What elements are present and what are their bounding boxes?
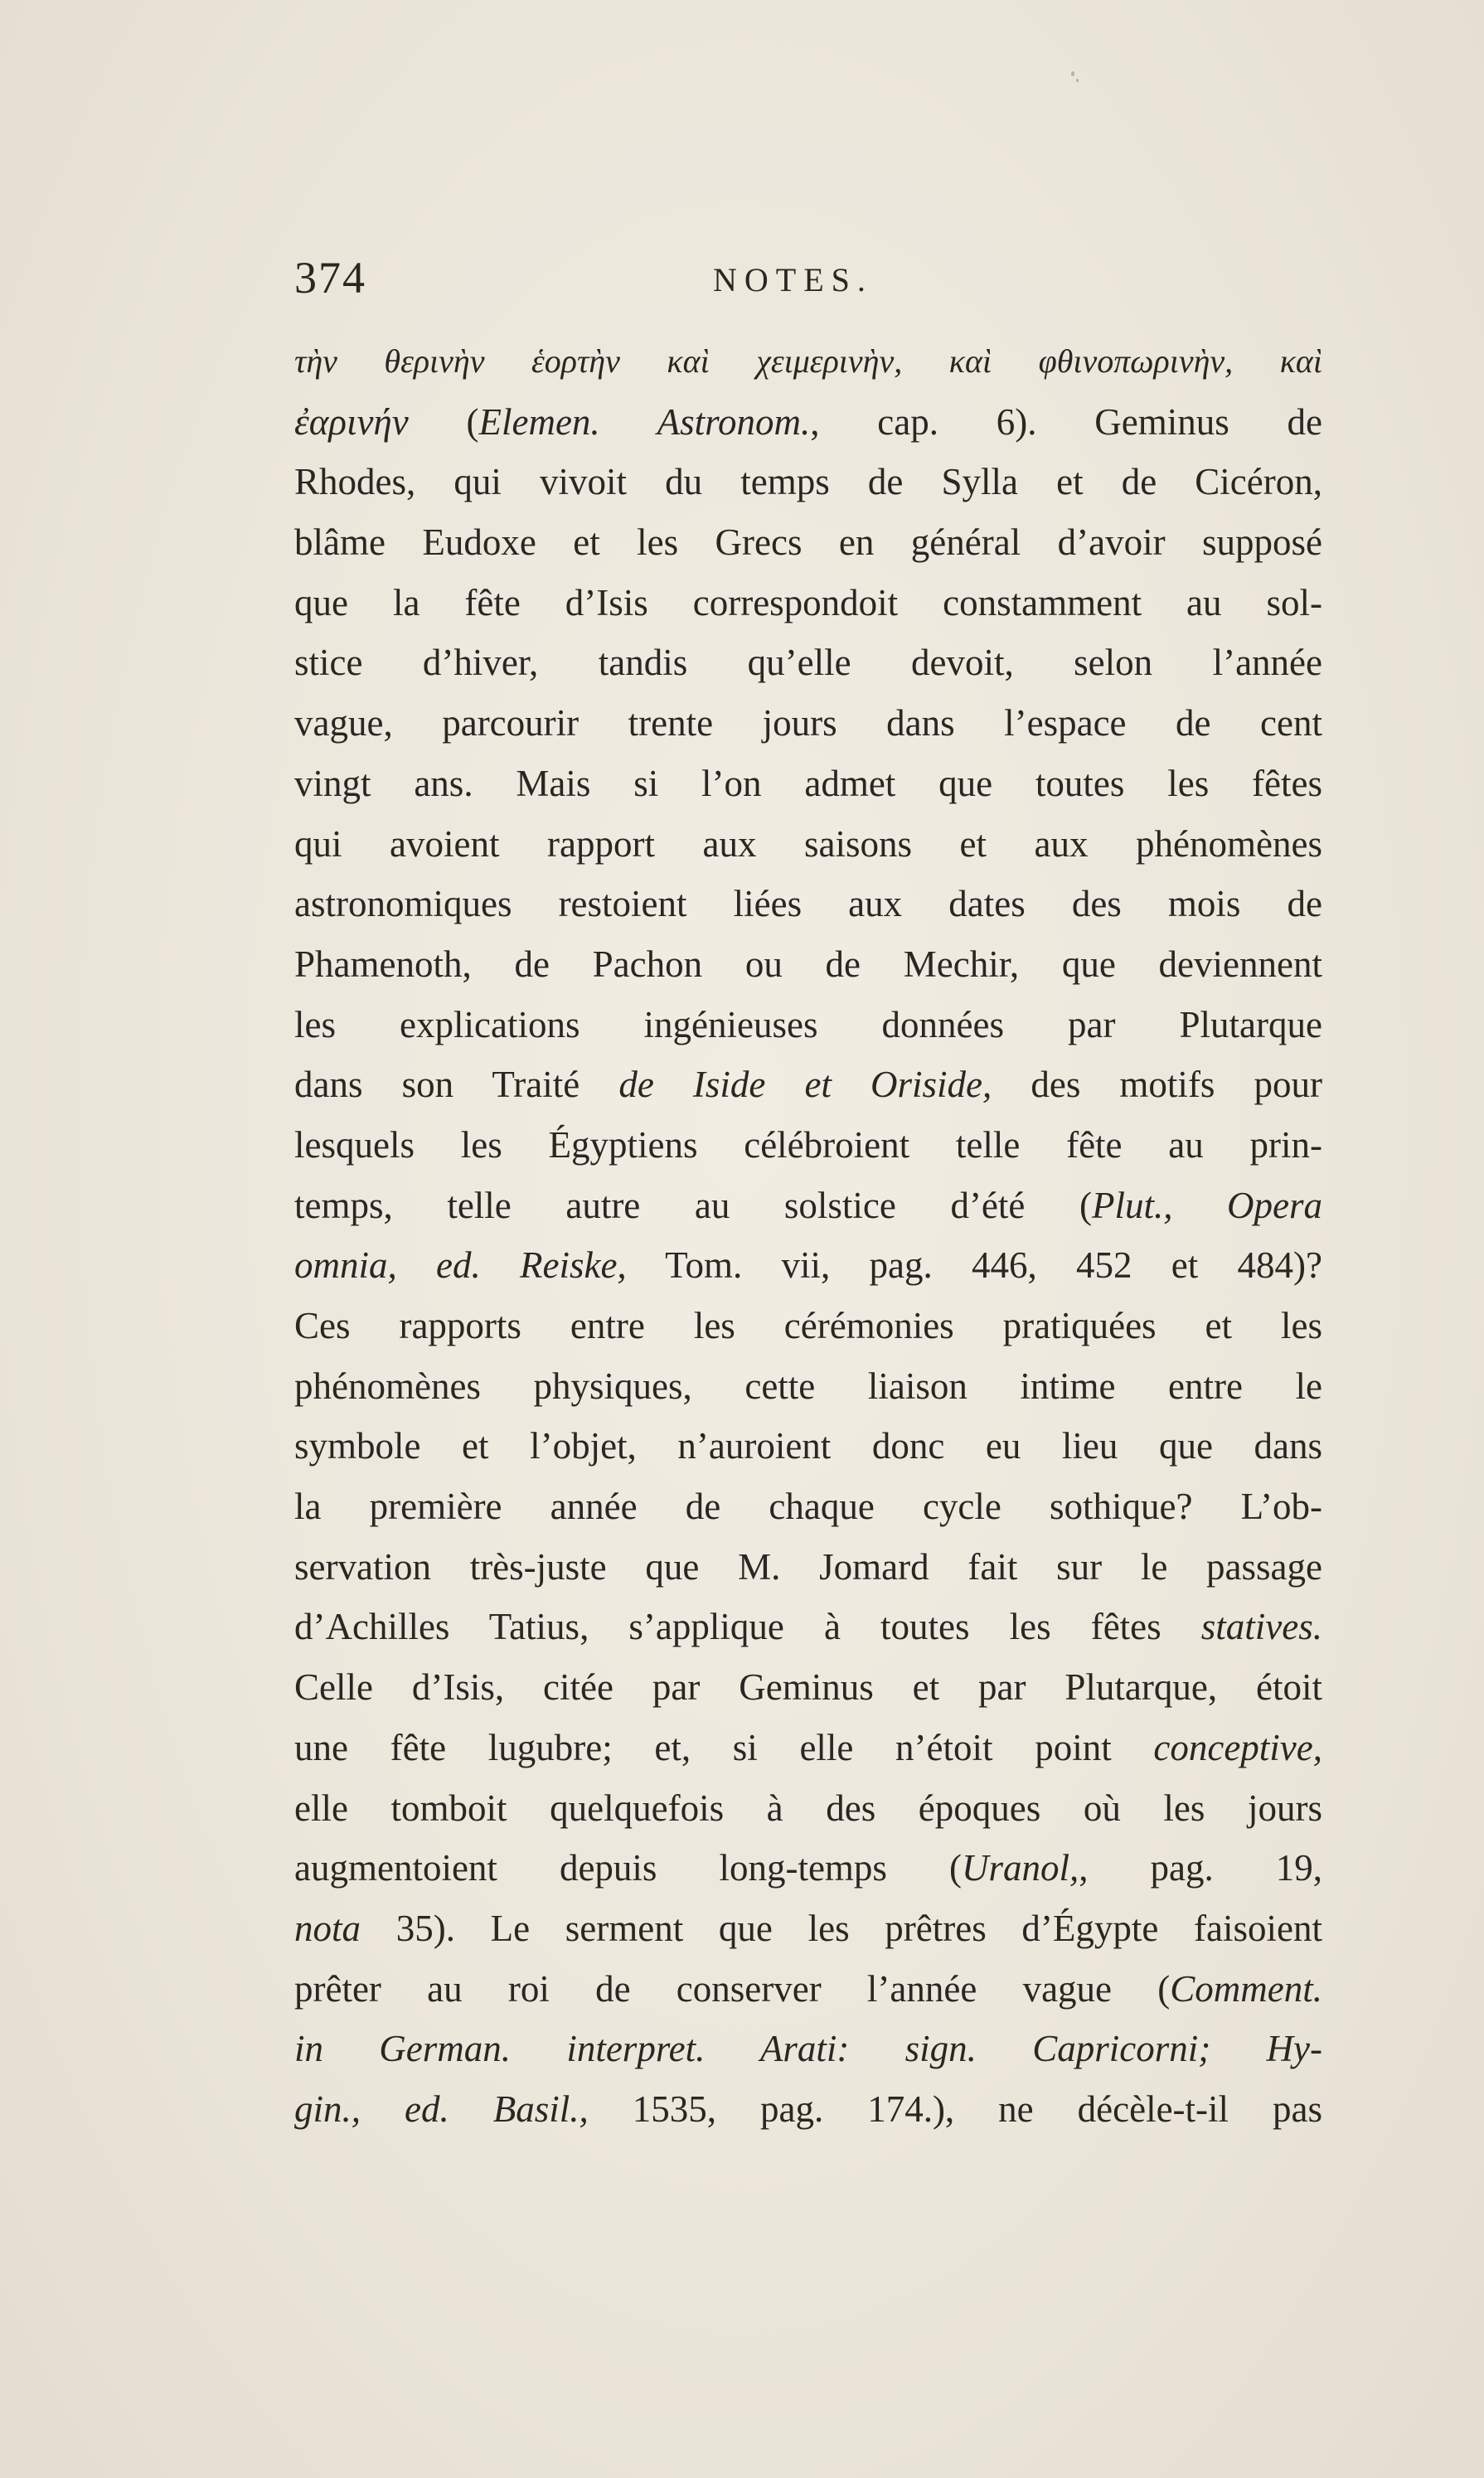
text-line xyxy=(294,1537,1322,1598)
page-header xyxy=(294,249,1322,307)
text-line xyxy=(294,1657,1322,1718)
text-segment: que la fête d’Isis correspondoit constamment au sol- xyxy=(294,581,1322,623)
text-segment: Rhodes, qui vivoit du temps de Sylla et de Cicéron, xyxy=(294,461,1322,503)
text-line xyxy=(294,392,1322,453)
text-line xyxy=(294,1778,1322,1839)
text-segment: astronomiques restoient liées aux dates des mois de xyxy=(294,883,1322,925)
text-segment: , pag. 19, xyxy=(1079,1847,1322,1889)
text-segment: d’Achilles Tatius, s’applique à toutes les fêtes xyxy=(294,1606,1201,1648)
text-line xyxy=(294,1176,1322,1236)
text-segment: la première année de chaque cycle sothique? L’ob- xyxy=(294,1486,1322,1528)
text-segment: symbole et l’objet, n’auroient donc eu lieu que dans xyxy=(294,1425,1322,1467)
text-line xyxy=(294,1055,1322,1115)
text-segment: les explications ingénieuses données par Plutarque xyxy=(294,1003,1322,1045)
text-segment: vingt ans. Mais si l’on admet que toutes les fêtes xyxy=(294,762,1322,804)
text-segment: vague, parcourir trente jours dans l’espace de cent xyxy=(294,702,1322,744)
text-line xyxy=(294,1838,1322,1899)
text-line xyxy=(294,1477,1322,1537)
text-line xyxy=(294,1416,1322,1477)
italic-segment: Uranol, xyxy=(961,1847,1079,1889)
page-number: 374 xyxy=(294,253,366,303)
text-line xyxy=(294,1718,1322,1778)
text-segment: Tom. vii, pag. 446, 452 et 484)? xyxy=(626,1244,1322,1287)
text-line xyxy=(294,934,1322,995)
text-segment: prêter au roi de conserver l’année vague ( xyxy=(294,1967,1171,2010)
text-segment: Phamenoth, de Pachon ou de Mechir, que deviennent xyxy=(294,943,1322,985)
text-line xyxy=(294,332,1322,392)
text-line xyxy=(294,633,1322,693)
italic-segment: ἐαρινήν xyxy=(294,400,409,443)
text-segment: stice d’hiver, tandis qu’elle devoit, selon l’année xyxy=(294,642,1322,684)
text-line xyxy=(294,1296,1322,1356)
text-line xyxy=(294,573,1322,633)
paper-speck xyxy=(1071,71,1074,76)
text-segment: dans son Traité xyxy=(294,1064,619,1106)
text-line xyxy=(294,1899,1322,1959)
text-segment: une fête lugubre; et, si elle n’étoit point xyxy=(294,1726,1154,1768)
italic-segment: conceptive, xyxy=(1153,1726,1322,1768)
body-text xyxy=(294,332,1322,2140)
text-segment: Ces rapports entre les cérémonies pratiquées et les xyxy=(294,1305,1322,1346)
italic-segment: omnia, ed. Reiske, xyxy=(294,1244,627,1287)
text-segment: blâme Eudoxe et les Grecs en général d’avoir supposé xyxy=(294,521,1322,564)
text-line xyxy=(294,814,1322,875)
italic-segment: statives. xyxy=(1200,1606,1322,1648)
italic-segment: Plut., Opera xyxy=(1091,1184,1323,1226)
text-segment: Celle d’Isis, citée par Geminus et par Plutarque, étoit xyxy=(294,1666,1322,1709)
italic-segment: Comment. xyxy=(1170,1967,1322,2010)
italic-segment: gin., ed. Basil., xyxy=(294,2088,589,2130)
text-line xyxy=(294,1356,1322,1417)
italic-segment: in German. interpret. Arati: sign. Capricorni; Hy- xyxy=(294,2028,1322,2070)
text-segment: ( xyxy=(408,400,479,443)
text-line xyxy=(294,754,1322,814)
text-segment: augmentoient depuis long-temps ( xyxy=(294,1847,962,1889)
text-line xyxy=(294,2019,1322,2079)
text-segment: temps, telle autre au solstice d’été ( xyxy=(294,1184,1092,1226)
text-line xyxy=(294,1235,1322,1296)
text-line xyxy=(294,452,1322,512)
text-segment: des motifs pour xyxy=(992,1064,1323,1106)
text-line xyxy=(294,1597,1322,1657)
text-segment: lesquels les Égyptiens célébroient telle fête au prin- xyxy=(294,1123,1322,1166)
text-segment: 1535, pag. 174.), ne décèle-t-il pas xyxy=(588,2088,1323,2130)
italic-segment: Elemen. Astronom. xyxy=(478,400,811,443)
text-segment: , cap. 6). Geminus de xyxy=(810,400,1322,443)
text-segment: phénomènes physiques, cette liaison intime entre le xyxy=(294,1365,1322,1407)
italic-segment: τὴν θερινὴν ἑορτὴν καὶ χειμερινὴν, καὶ φθινοπωρινὴν, καὶ xyxy=(294,342,1322,380)
text-line xyxy=(294,874,1322,934)
text-line xyxy=(294,512,1322,573)
text-segment: servation très-juste que M. Jomard fait sur le passage xyxy=(294,1545,1322,1588)
text-line xyxy=(294,693,1322,754)
italic-segment: de Iside et Oriside, xyxy=(618,1064,992,1106)
running-head: NOTES. xyxy=(713,261,873,298)
text-line xyxy=(294,1959,1322,2020)
italic-segment: nota xyxy=(294,1907,361,1949)
text-segment: elle tomboit quelquefois à des époques où les jours xyxy=(294,1787,1322,1829)
paper-speck xyxy=(1076,79,1079,82)
text-segment: 35). Le serment que les prêtres d’Égypte faisoient xyxy=(361,1907,1322,1949)
text-line xyxy=(294,1115,1322,1176)
text-segment: qui avoient rapport aux saisons et aux phénomènes xyxy=(294,822,1322,865)
text-line xyxy=(294,995,1322,1055)
text-line xyxy=(294,2079,1322,2140)
